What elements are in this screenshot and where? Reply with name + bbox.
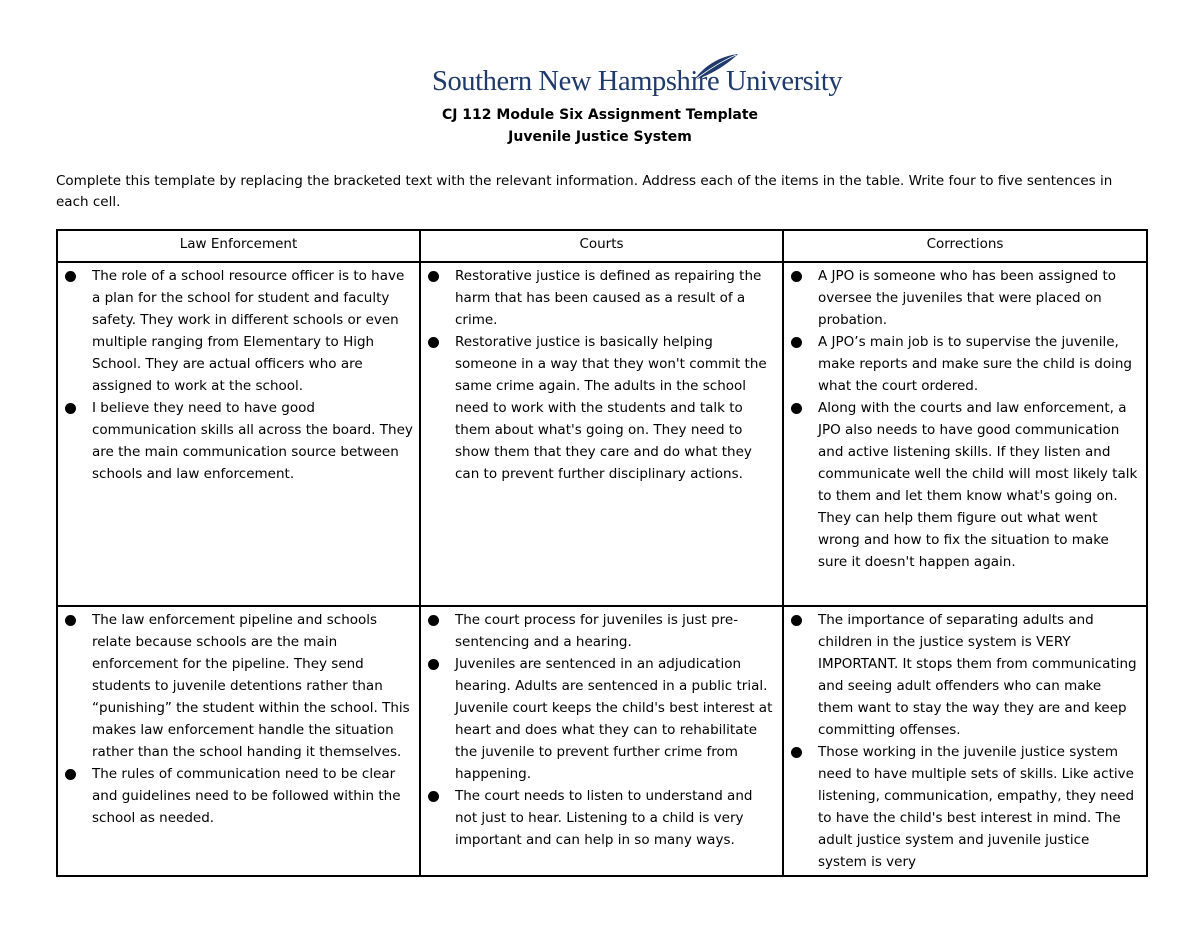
list-item: The role of a school resource officer is to have a plan for the school for student and faculty safety. They work in different schools or even multiple ranging from Elementary to High School. They are actual officers who are assigned to work at the school. [92,265,413,397]
university-logo [432,52,843,108]
list-item: Restorative justice is defined as repairing the harm that has been caused as a result of a crime. [455,265,776,331]
assignment-table [56,229,1148,877]
bullet-icon [791,615,802,626]
header-corrections: Corrections [783,230,1147,262]
logo-wordmark: Southern New Hampshire University [432,66,843,97]
cell-courts-2 [420,606,783,876]
bullet-icon [791,271,802,282]
list-item: The law enforcement pipeline and schools relate because schools are the main enforcement for the pipeline. They send students to juvenile detentions rather than “punishing” the student within the school. This makes law enforcement handle the situation rather than the school handing it themselves. [92,609,413,763]
bullet-icon [65,615,76,626]
bullet-list [818,609,1140,873]
bullet-icon [65,769,76,780]
list-item: The court needs to listen to understand and not just to hear. Listening to a child is very important and can help in so many ways. [455,785,776,851]
bullet-list [455,609,776,851]
header-courts: Courts [420,230,783,262]
header-law-enforcement: Law Enforcement [57,230,420,262]
bullet-icon [428,337,439,348]
bullet-icon [65,403,76,414]
cell-corrections-2 [783,606,1147,876]
table-row [57,606,1147,876]
list-item: Those working in the juvenile justice system need to have multiple sets of skills. Like active listening, communication, empathy, they need to have the child's best interest in mind. The adult justice system and juvenile justice system is very [818,741,1140,873]
list-item: Restorative justice is basically helping someone in a way that they won't commit the same crime again. The adults in the school need to work with the students and talk to them about what's going on. They need to show them that they care and do what they can to prevent further disciplinary actions. [455,331,776,485]
quill-leaf-icon [690,52,740,82]
bullet-list [818,265,1140,573]
bullet-list [455,265,776,485]
bullet-icon [65,271,76,282]
bullet-icon [791,337,802,348]
list-item: A JPO is someone who has been assigned to oversee the juveniles that were placed on probation. [818,265,1140,331]
bullet-icon [428,271,439,282]
page-subtitle: Juvenile Justice System [508,129,692,145]
list-item: Juveniles are sentenced in an adjudication hearing. Adults are sentenced in a public trial. Juvenile court keeps the child's best interest at heart and does what they can to rehabilitate the juvenile to prevent further crime from happening. [455,653,776,785]
list-item: The court process for juveniles is just pre-sentencing and a hearing. [455,609,776,653]
table-header-row [57,230,1147,262]
table-row [57,262,1147,606]
instructions-paragraph: Complete this template by replacing the bracketed text with the relevant information. Address each of the items in the table. Write four to five sentences in each cell. [56,173,1113,210]
cell-corrections-1 [783,262,1147,606]
cell-law-enforcement-2 [57,606,420,876]
list-item: The importance of separating adults and children in the justice system is VERY IMPORTANT. It stops them from communicating and seeing adult offenders who can make them want to stay the way they are and keep committing offenses. [818,609,1140,741]
bullet-icon [428,791,439,802]
bullet-icon [791,403,802,414]
bullet-icon [428,615,439,626]
list-item: A JPO’s main job is to supervise the juvenile, make reports and make sure the child is doing what the court ordered. [818,331,1140,397]
list-item: I believe they need to have good communication skills all across the board. They are the main communication source between schools and law enforcement. [92,397,413,485]
bullet-icon [428,659,439,670]
cell-law-enforcement-1 [57,262,420,606]
page-title: CJ 112 Module Six Assignment Template [441,107,759,123]
list-item: Along with the courts and law enforcement, a JPO also needs to have good communication and active listening skills. If they listen and communicate well the child will most likely talk to them and let them know what's going on. They can help them figure out what went wrong and how to fix the situation to make sure it doesn't happen again. [818,397,1140,573]
bullet-list [92,265,413,485]
bullet-list [92,609,413,829]
bullet-icon [791,747,802,758]
cell-courts-1 [420,262,783,606]
list-item: The rules of communication need to be clear and guidelines need to be followed within the school as needed. [92,763,413,829]
